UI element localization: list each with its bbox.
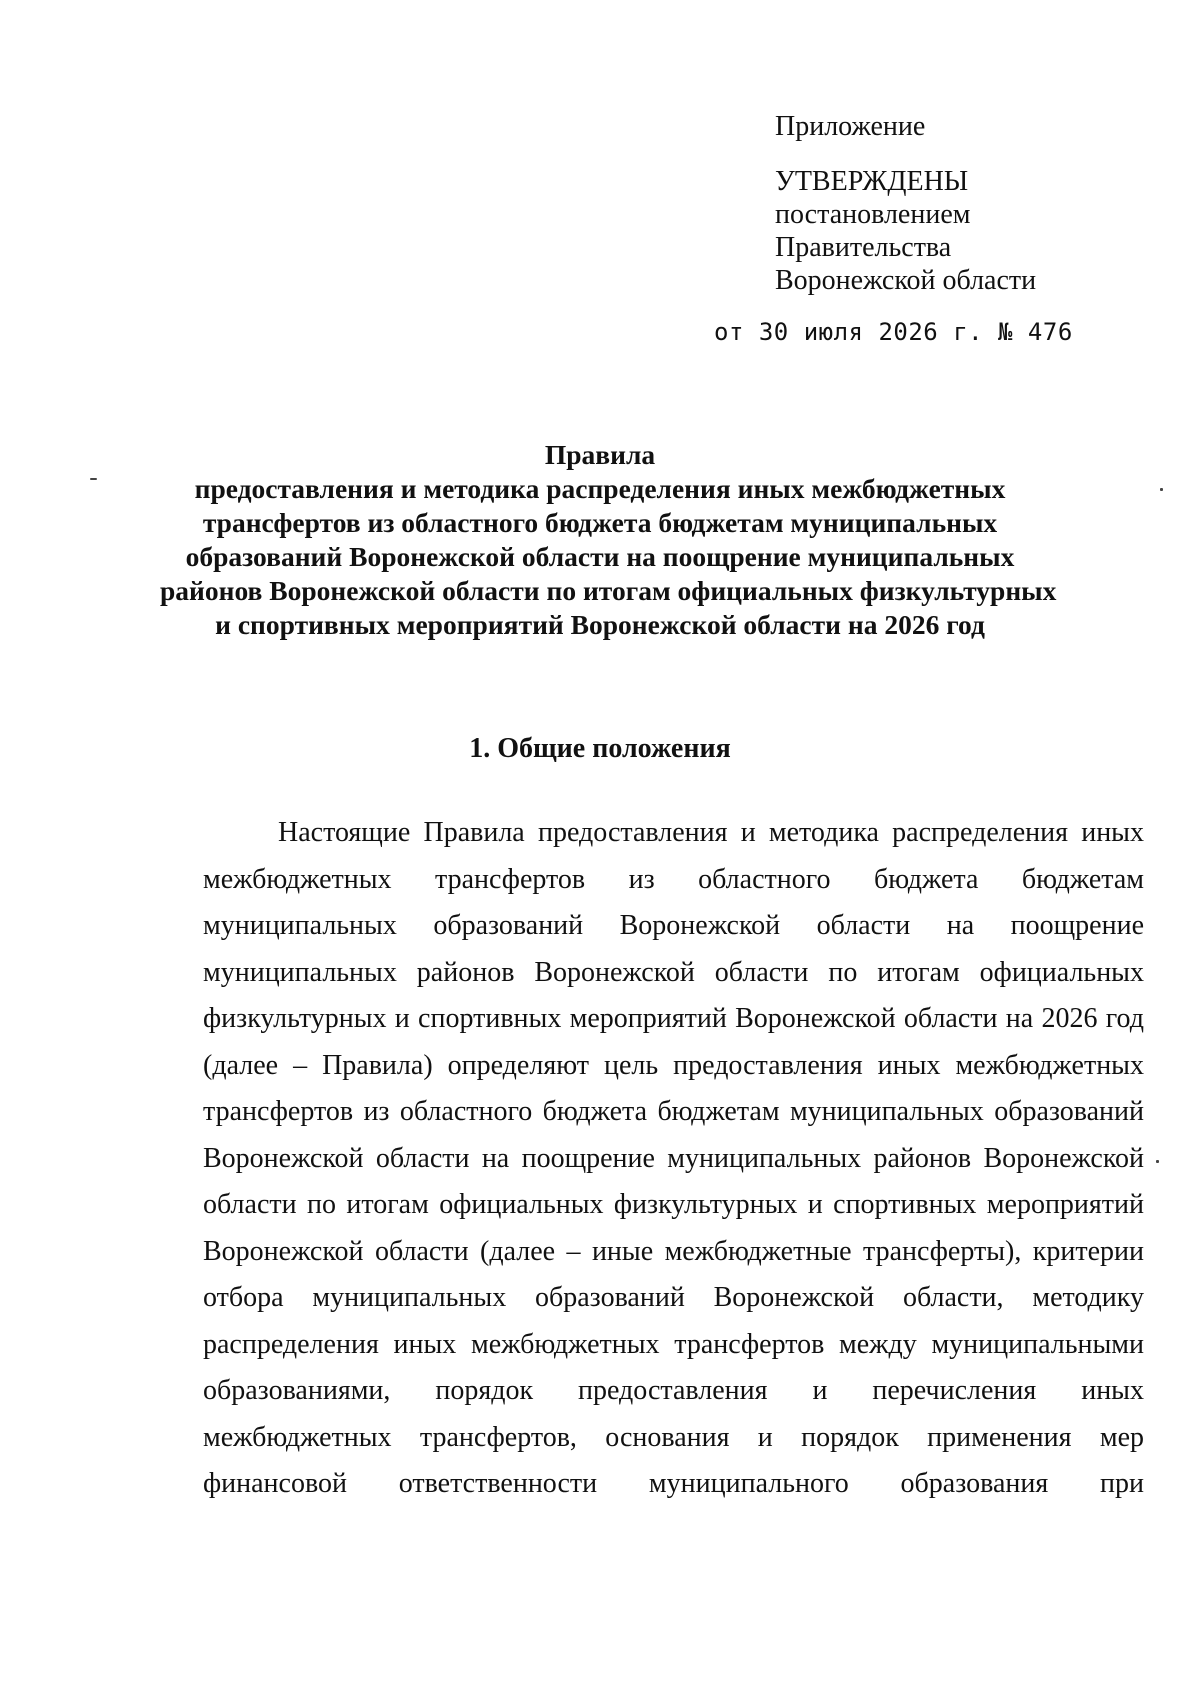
paragraph-line: Настоящие Правила предоставления и методика распределения иных [278,817,1144,848]
paragraph-line: физкультурных и спортивных мероприятий Воронежской области на 2026 год [203,1003,1144,1034]
resolution-label: постановлением [775,199,971,230]
paragraph-line: финансовой ответственности муниципального образования при [203,1468,1144,1499]
paragraph-line: отбора муниципальных образований Воронежской области, методику [203,1282,1144,1313]
title-line: и спортивных мероприятий Воронежской области на 2026 год [215,609,985,640]
paragraph-line: Воронежской области (далее – иные межбюджетные трансферты), критерии [203,1235,1144,1267]
paragraph-line: (далее – Правила) определяют цель предоставления иных межбюджетных [203,1049,1144,1081]
scan-mark [1156,1160,1159,1163]
government-label: Правительства [775,232,952,263]
resolution-date-number: от 30 июля 2026 г. № 476 [714,318,1073,346]
document-title [160,438,1057,642]
paragraph-line: межбюджетных трансфертов, основания и порядок применения мер [203,1421,1144,1453]
section-heading: 1. Общие положения [469,733,731,764]
title-line: Правила [544,439,656,470]
appendix-label: Приложение [775,111,926,142]
title-line: трансфертов из областного бюджета бюджетам муниципальных [202,507,998,538]
approval-block [714,110,1073,346]
paragraph-line: муниципальных образований Воронежской области на поощрение [203,910,1144,941]
approved-label: УТВЕРЖДЕНЫ [775,166,969,197]
scan-mark [90,478,97,480]
paragraph-line: межбюджетных трансфертов из областного бюджета бюджетам [203,863,1144,895]
body-paragraph [203,810,1144,1508]
paragraph-line: распределения иных межбюджетных трансфертов между муниципальными [203,1328,1144,1360]
paragraph-line: Воронежской области на поощрение муниципальных районов Воронежской [203,1142,1144,1174]
paragraph-line: области по итогам официальных физкультурных и спортивных мероприятий [203,1189,1144,1220]
title-line: образований Воронежской области на поощрение муниципальных [185,541,1015,572]
title-line: предоставления и методика распределения иных межбюджетных [194,473,1006,504]
title-line: районов Воронежской области по итогам официальных физкультурных [160,575,1057,606]
scan-mark [1160,488,1163,491]
paragraph-line: трансфертов из областного бюджета бюджетам муниципальных образований [203,1096,1144,1127]
paragraph-line: образованиями, порядок предоставления и перечисления иных [203,1375,1144,1406]
region-label: Воронежской области [775,265,1037,296]
paragraph-line: муниципальных районов Воронежской области по итогам официальных [203,956,1144,988]
